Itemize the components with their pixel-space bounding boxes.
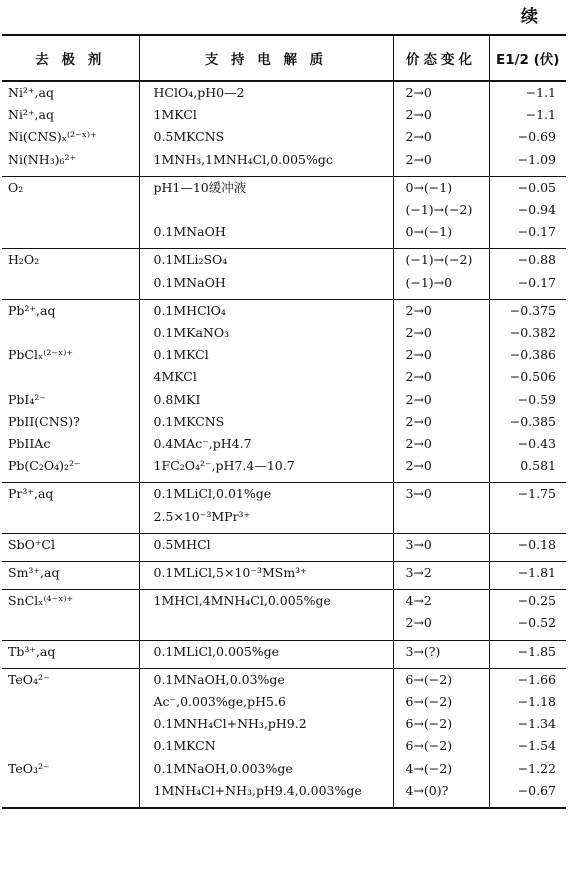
valence-cell: 0→(−1) — [393, 176, 489, 199]
header-half-wave-potential: E1/2 (伏) — [489, 35, 566, 81]
potential-cell: −0.52 — [489, 612, 566, 634]
potential-cell: −0.506 — [489, 366, 566, 388]
electrolyte-cell: 0.1MNaOH — [139, 221, 393, 243]
polarography-table — [2, 34, 566, 809]
potential-cell: −0.17 — [489, 221, 566, 243]
potential-cell: −0.18 — [489, 533, 566, 556]
valence-cell: 3→0 — [393, 533, 489, 556]
electrolyte-cell: 0.1MKCN — [139, 735, 393, 757]
table-row — [2, 272, 566, 294]
table-row — [2, 590, 566, 613]
depolarizer-cell — [2, 691, 139, 713]
spacer-cell — [139, 802, 393, 808]
potential-cell: −1.18 — [489, 691, 566, 713]
electrolyte-cell: 0.1MKCNS — [139, 411, 393, 433]
electrolyte-cell: 1MKCl — [139, 104, 393, 126]
valence-cell: 3→2 — [393, 562, 489, 585]
depolarizer-cell: PbII(CNS)? — [8, 413, 80, 429]
electrolyte-cell: 0.1MNaOH — [139, 272, 393, 294]
valence-cell: 2→0 — [393, 411, 489, 433]
electrolyte-cell: 2.5×10⁻³MPr³⁺ — [139, 506, 393, 528]
table-row — [2, 149, 566, 171]
table-row — [2, 758, 566, 780]
potential-cell: −1.34 — [489, 713, 566, 735]
potential-cell: −1.85 — [489, 640, 566, 663]
valence-cell: 3→(?) — [393, 640, 489, 663]
potential-cell: −1.81 — [489, 562, 566, 585]
potential-cell: −0.43 — [489, 433, 566, 455]
electrolyte-cell: Ac⁻,0.003%ge,pH5.6 — [139, 691, 393, 713]
electrolyte-cell: 0.4MAc⁻,pH4.7 — [139, 433, 393, 455]
header-valence-change: 价态变化 — [393, 35, 489, 81]
table-row — [2, 612, 566, 634]
table-row — [2, 104, 566, 126]
depolarizer-cell: PbClₓ⁽²⁻ˣ⁾⁺ — [8, 347, 73, 363]
potential-cell: −1.22 — [489, 758, 566, 780]
electrolyte-cell: 0.1MKCl — [139, 344, 393, 366]
valence-cell: 4→(−2) — [393, 758, 489, 780]
table-row — [2, 366, 566, 388]
electrolyte-cell: 0.1MKaNO₃ — [139, 322, 393, 344]
electrolyte-cell: 0.1MNH₄Cl+NH₃,pH9.2 — [139, 713, 393, 735]
table-row — [2, 533, 566, 556]
depolarizer-cell: Sm³⁺,aq — [2, 562, 139, 585]
table-row — [2, 562, 566, 585]
valence-cell: 2→0 — [393, 104, 489, 126]
table-row — [2, 691, 566, 713]
valence-cell: 2→0 — [393, 81, 489, 104]
valence-cell: 4→(0)? — [393, 780, 489, 802]
header-row — [2, 35, 566, 81]
depolarizer-cell — [2, 199, 139, 221]
header-depolarizer: 去 极 剂 — [2, 35, 139, 81]
valence-cell: 2→0 — [393, 455, 489, 477]
group-spacer — [2, 802, 566, 808]
valence-cell: (−1)→(−2) — [393, 199, 489, 221]
electrolyte-cell: 0.1MHClO₄ — [139, 299, 393, 322]
electrolyte-cell — [139, 612, 393, 634]
valence-cell: 2→0 — [393, 149, 489, 171]
depolarizer-cell: PbI₄²⁻ — [8, 391, 46, 407]
depolarizer-cell: Tb³⁺,aq — [2, 640, 139, 663]
potential-cell: −1.66 — [489, 668, 566, 691]
electrolyte-cell: HClO₄,pH0—2 — [139, 81, 393, 104]
depolarizer-cell — [2, 366, 139, 388]
depolarizer-cell — [2, 612, 139, 634]
potential-cell: −1.1 — [489, 81, 566, 104]
spacer-cell — [393, 802, 489, 808]
valence-cell: 2→0 — [393, 612, 489, 634]
header-supporting-electrolyte: 支 持 电 解 质 — [139, 35, 393, 81]
depolarizer-cell: Ni²⁺,aq — [8, 85, 54, 100]
electrolyte-cell: 0.1MLiCl,0.005%ge — [139, 640, 393, 663]
potential-cell: −0.67 — [489, 780, 566, 802]
depolarizer-cell: TeO₃²⁻ — [8, 760, 50, 776]
electrolyte-cell — [139, 199, 393, 221]
potential-cell: −0.25 — [489, 590, 566, 613]
depolarizer-cell — [2, 322, 139, 344]
depolarizer-cell — [2, 713, 139, 735]
table-row — [2, 668, 566, 691]
potential-cell: −0.17 — [489, 272, 566, 294]
table-row — [2, 483, 566, 506]
valence-cell: 6→(−2) — [393, 713, 489, 735]
electrolyte-cell: 1MNH₃,1MNH₄Cl,0.005%gc — [139, 149, 393, 171]
depolarizer-cell — [2, 735, 139, 757]
electrolyte-cell: 0.5MKCNS — [139, 126, 393, 148]
valence-cell: (−1)→(−2) — [393, 249, 489, 272]
depolarizer-cell: TeO₄²⁻ — [2, 668, 139, 691]
potential-cell: −1.75 — [489, 483, 566, 506]
table-row — [2, 249, 566, 272]
potential-cell: −0.386 — [489, 344, 566, 366]
table-row — [2, 411, 566, 433]
valence-cell: 2→0 — [393, 299, 489, 322]
electrolyte-cell: 4MKCl — [139, 366, 393, 388]
valence-cell: 6→(−2) — [393, 691, 489, 713]
table-row — [2, 126, 566, 148]
potential-cell: −1.09 — [489, 149, 566, 171]
table-row — [2, 389, 566, 411]
potential-cell: 0.581 — [489, 455, 566, 477]
electrolyte-cell: 0.1MLi₂SO₄ — [139, 249, 393, 272]
table-row — [2, 221, 566, 243]
depolarizer-cell: Pr³⁺,aq — [2, 483, 139, 506]
table-row — [2, 455, 566, 477]
potential-cell: −0.05 — [489, 176, 566, 199]
potential-cell: −0.59 — [489, 389, 566, 411]
potential-cell: −1.1 — [489, 104, 566, 126]
electrolyte-cell: 0.1MLiCl,5×10⁻³MSm³⁺ — [139, 562, 393, 585]
valence-cell: 2→0 — [393, 322, 489, 344]
depolarizer-cell: Pb(C₂O₄)₂²⁻ — [8, 458, 81, 474]
electrolyte-cell: pH1—10缓冲液 — [139, 176, 393, 199]
valence-cell: 2→0 — [393, 366, 489, 388]
potential-cell: −0.382 — [489, 322, 566, 344]
potential-cell: −1.54 — [489, 735, 566, 757]
depolarizer-cell: PbIIAc — [8, 436, 51, 452]
valence-cell: 2→0 — [393, 389, 489, 411]
potential-cell: −0.88 — [489, 249, 566, 272]
electrolyte-cell: 0.1MNaOH,0.03%ge — [139, 668, 393, 691]
table-row — [2, 344, 566, 366]
valence-cell: 2→0 — [393, 126, 489, 148]
depolarizer-cell: SnClₓ⁽⁴⁻ˣ⁾⁺ — [2, 590, 139, 613]
depolarizer-cell: O₂ — [2, 176, 139, 199]
valence-cell: 0→(−1) — [393, 221, 489, 243]
table-row — [2, 506, 566, 528]
potential-cell: −0.69 — [489, 126, 566, 148]
electrolyte-cell: 0.8MKI — [139, 389, 393, 411]
potential-cell: −0.375 — [489, 299, 566, 322]
table-row — [2, 176, 566, 199]
depolarizer-cell: SbO⁺Cl — [2, 533, 139, 556]
potential-cell: −0.94 — [489, 199, 566, 221]
electrolyte-cell: 0.1MNaOH,0.003%ge — [139, 758, 393, 780]
electrolyte-cell: 0.5MHCl — [139, 533, 393, 556]
table-row — [2, 735, 566, 757]
continued-label: 续 — [521, 7, 538, 27]
potential-cell: −0.385 — [489, 411, 566, 433]
spacer-cell — [489, 802, 566, 808]
valence-cell: (−1)→0 — [393, 272, 489, 294]
valence-cell: 6→(−2) — [393, 668, 489, 691]
depolarizer-cell: H₂O₂ — [2, 249, 139, 272]
depolarizer-cell: Ni(CNS)ₓ⁽²⁻ˣ⁾⁺ — [8, 129, 97, 145]
depolarizer-cell — [2, 221, 139, 243]
depolarizer-cell — [2, 272, 139, 294]
table-row — [2, 81, 566, 104]
table-row — [2, 433, 566, 455]
valence-cell: 6→(−2) — [393, 735, 489, 757]
depolarizer-cell: Pb²⁺,aq — [2, 299, 139, 322]
electrolyte-cell: 1FC₂O₄²⁻,pH7.4—10.7 — [139, 455, 393, 477]
electrolyte-cell: 1MHCl,4MNH₄Cl,0.005%ge — [139, 590, 393, 613]
potential-cell — [489, 506, 566, 528]
table-row — [2, 780, 566, 802]
valence-cell: 2→0 — [393, 433, 489, 455]
electrolyte-cell: 1MNH₄Cl+NH₃,pH9.4,0.003%ge — [139, 780, 393, 802]
table-row — [2, 199, 566, 221]
electrolyte-cell: 0.1MLiCl,0.01%ge — [139, 483, 393, 506]
valence-cell: 3→0 — [393, 483, 489, 506]
table-row — [2, 299, 566, 322]
valence-cell — [393, 506, 489, 528]
depolarizer-cell: Ni²⁺,aq — [8, 107, 54, 123]
spacer-cell — [2, 802, 139, 808]
table-row — [2, 713, 566, 735]
table-row — [2, 322, 566, 344]
table-row — [2, 640, 566, 663]
valence-cell: 4→2 — [393, 590, 489, 613]
valence-cell: 2→0 — [393, 344, 489, 366]
depolarizer-cell: Ni(NH₃)₆²⁺ — [8, 151, 77, 167]
depolarizer-cell — [2, 780, 139, 802]
table-body — [2, 81, 566, 808]
depolarizer-cell — [2, 506, 139, 528]
